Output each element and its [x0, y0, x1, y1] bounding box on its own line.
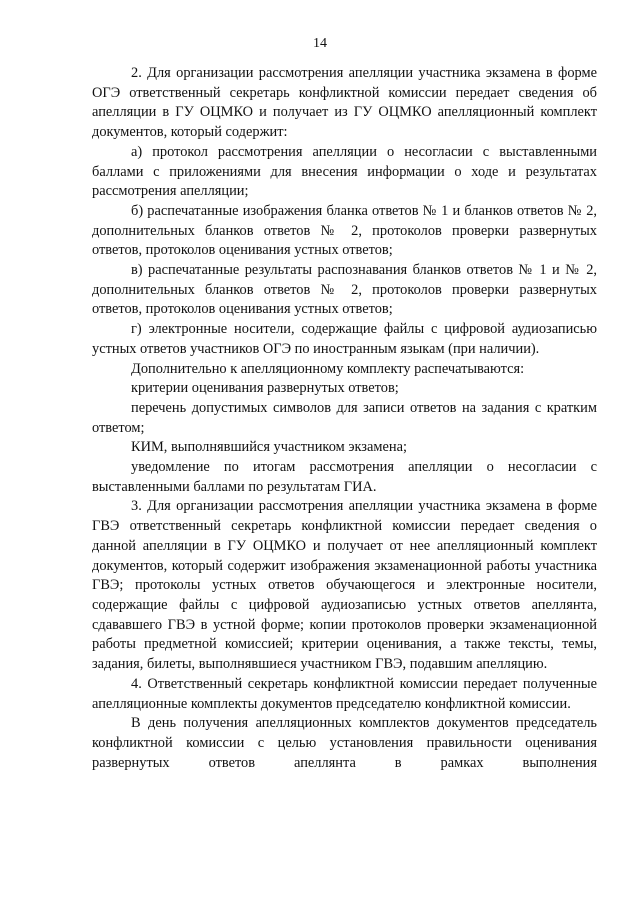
paragraph: уведомление по итогам рассмотрения апелляции о несогласии с выставленными баллами по результатам ГИА.	[92, 459, 597, 495]
paragraph: критерии оценивания развернутых ответов;	[131, 380, 399, 397]
paragraph: 2. Для организации рассмотрения апелляции участника экзамена в форме ОГЭ ответственный секретарь конфликтной комиссии передает сведения об апелляции в ГУ ОЦМКО и получает из ГУ ОЦМКО апелляционный комплект документов, который содержит:	[92, 65, 597, 141]
paragraph: Дополнительно к апелляционному комплекту распечатываются:	[131, 360, 525, 377]
document-body	[92, 64, 597, 773]
page-number: 14	[313, 36, 327, 51]
paragraph: б) распечатанные изображения бланка ответов № 1 и бланков ответов № 2, дополнительных бланков ответов № 2, протоколов проверки развернутых ответов, протоколов оценивания устных ответов;	[92, 202, 597, 259]
paragraph: В день получения апелляционных комплектов документов председатель конфликтной комиссии с целью установления правильности оценивания развернутых ответов апеллянта в рамках выполнения	[92, 715, 597, 771]
paragraph: г) электронные носители, содержащие файлы с цифровой аудиозаписью устных ответов участников ОГЭ по иностранным языкам (при наличии).	[92, 321, 597, 357]
paragraph: КИМ, выполнявшийся участником экзамена;	[131, 439, 407, 456]
paragraph: а) протокол рассмотрения апелляции о несогласии с выставленными баллами с приложениями для внесения информации о ходе и результатах рассмотрения апелляции;	[92, 143, 597, 200]
paragraph: 3. Для организации рассмотрения апелляции участника экзамена в форме ГВЭ ответственный секретарь конфликтной комиссии передает сведения о данной апелляции в ГУ ОЦМКО и получает от нее апелляционный комплект документов, который содержит изображения экзаменационной работы участника ГВЭ; протоколы устных ответов обучающегося и электронные носители, содержащие файлы с цифровой аудиозаписью устных ответов апеллянта, сдававшего ГВЭ в устной форме; копии протоколов проверки экзаменационной работы предметной комиссией; критерии оценивания, а также тексты, темы, задания, билеты, выполнявшиеся участником ГВЭ, подавшим апелляцию.	[92, 498, 597, 673]
paragraph: 4. Ответственный секретарь конфликтной комиссии передает полученные апелляционные комплекты документов председателю конфликтной комиссии.	[92, 675, 597, 712]
paragraph: перечень допустимых символов для записи ответов на задания с кратким ответом;	[92, 399, 597, 436]
paragraph: в) распечатанные результаты распознавания бланков ответов № 1 и № 2, дополнительных бланков ответов № 2, протоколов проверки развернутых ответов, протоколов оценивания устных ответов;	[92, 262, 597, 318]
